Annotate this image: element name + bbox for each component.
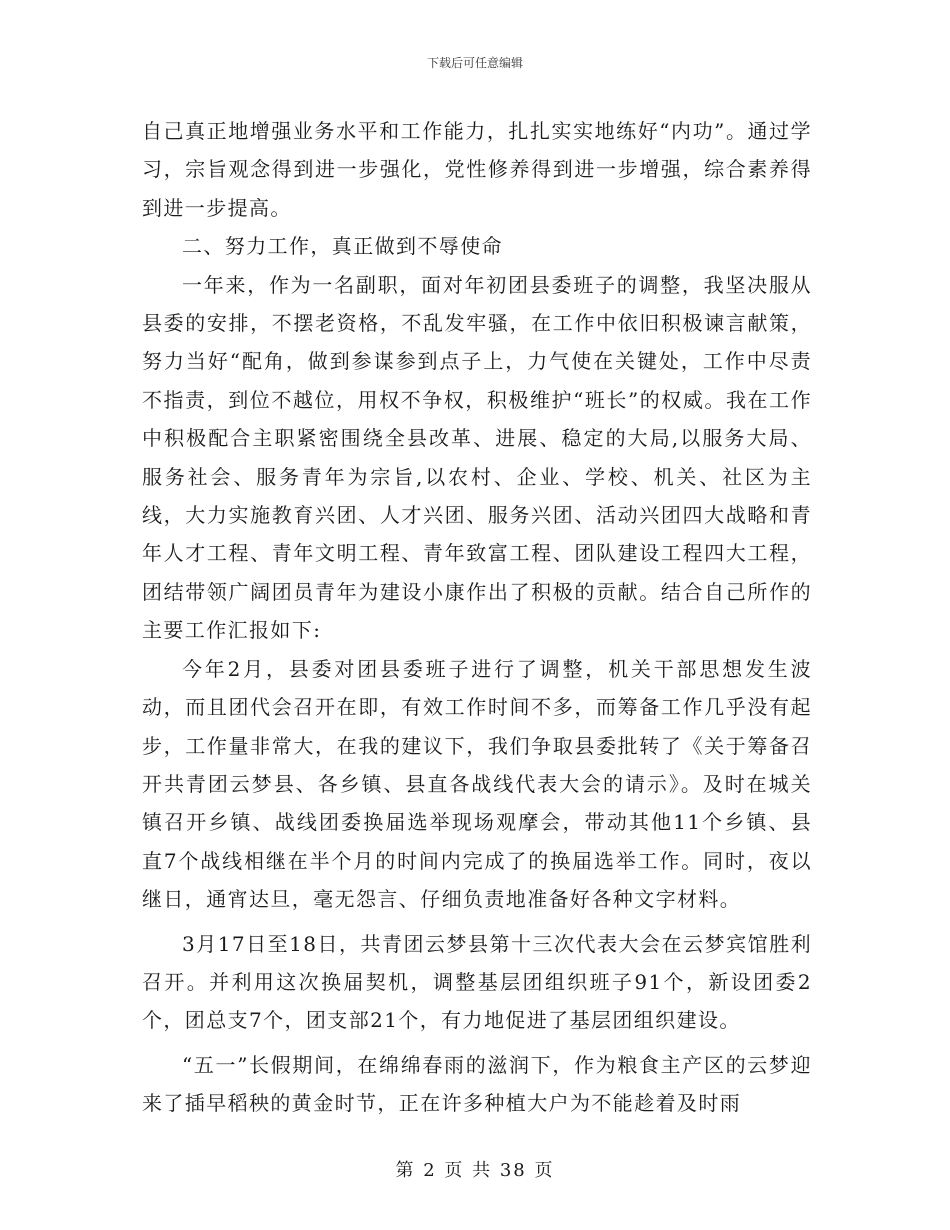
paragraph: 一年来，作为一名副职，面对年初团县委班子的调整，我坚决服从县委的安排，不摆老资格，不乱发牢骚，在工作中依旧积极谏言献策，努力当好“配角，做到参谋参到点子上，力气使在关键处，工作中尽责不指责，到位不越位，用权不争权，积极维护“班长”的权威。我在工作中积极配合主职紧密围绕全县改革、进展、稳定的大局,以服务大局、服务社会、服务青年为宗旨,以农村、企业、学校、机关、社区为主线，大力实施教育兴团、人才兴团、服务兴团、活动兴团四大战略和青年人才工程、青年文明工程、青年致富工程、团队建设工程四大工程，团结带领广阔团员青年为建设小康作出了积极的贡献。结合自己所作的主要工作汇报如下: bbox=[142, 272, 812, 643]
document-body bbox=[142, 112, 812, 1123]
section-heading: 二、努力工作，真正做到不辱使命 bbox=[182, 234, 503, 259]
paragraph-continuation: 自己真正地增强业务水平和工作能力，扎扎实实地练好“内功”。通过学习，宗旨观念得到进一步强化，党性修养得到进一步增强，综合素养得到进一步提高。 bbox=[142, 119, 812, 220]
page-header: 下载后可任意编辑 bbox=[426, 56, 523, 70]
page-number: 第 2 页 共 38 页 bbox=[395, 1160, 555, 1181]
paragraph: 3月17日至18日，共青团云梦县第十三次代表大会在云梦宾馆胜利召开。并利用这次换届契机，调整基层团组织班子91个，新设团委2个，团总支7个，团支部21个，有力地促进了基层团组织建设。 bbox=[142, 931, 812, 1033]
paragraph: 今年2月，县委对团县委班子进行了调整，机关干部思想发生波动，而且团代会召开在即，有效工作时间不多，而筹备工作几乎没有起步，工作量非常大，在我的建议下，我们争取县委批转了《关于筹备召开共青团云梦县、各乡镇、县直各战线代表大会的请示》。及时在城关镇召开乡镇、战线团委换届选举现场观摩会，带动其他11个乡镇、县直7个战线相继在半个月的时间内完成了的换届选举工作。同时，夜以继日，通宵达旦，毫无怨言、仔细负责地准备好各种文字材料。 bbox=[142, 656, 812, 912]
paragraph: “五一”长假期间，在绵绵春雨的滋润下，作为粮食主产区的云梦迎来了插早稻秧的黄金时节，正在许多种植大户为不能趁着及时雨 bbox=[142, 1052, 812, 1116]
